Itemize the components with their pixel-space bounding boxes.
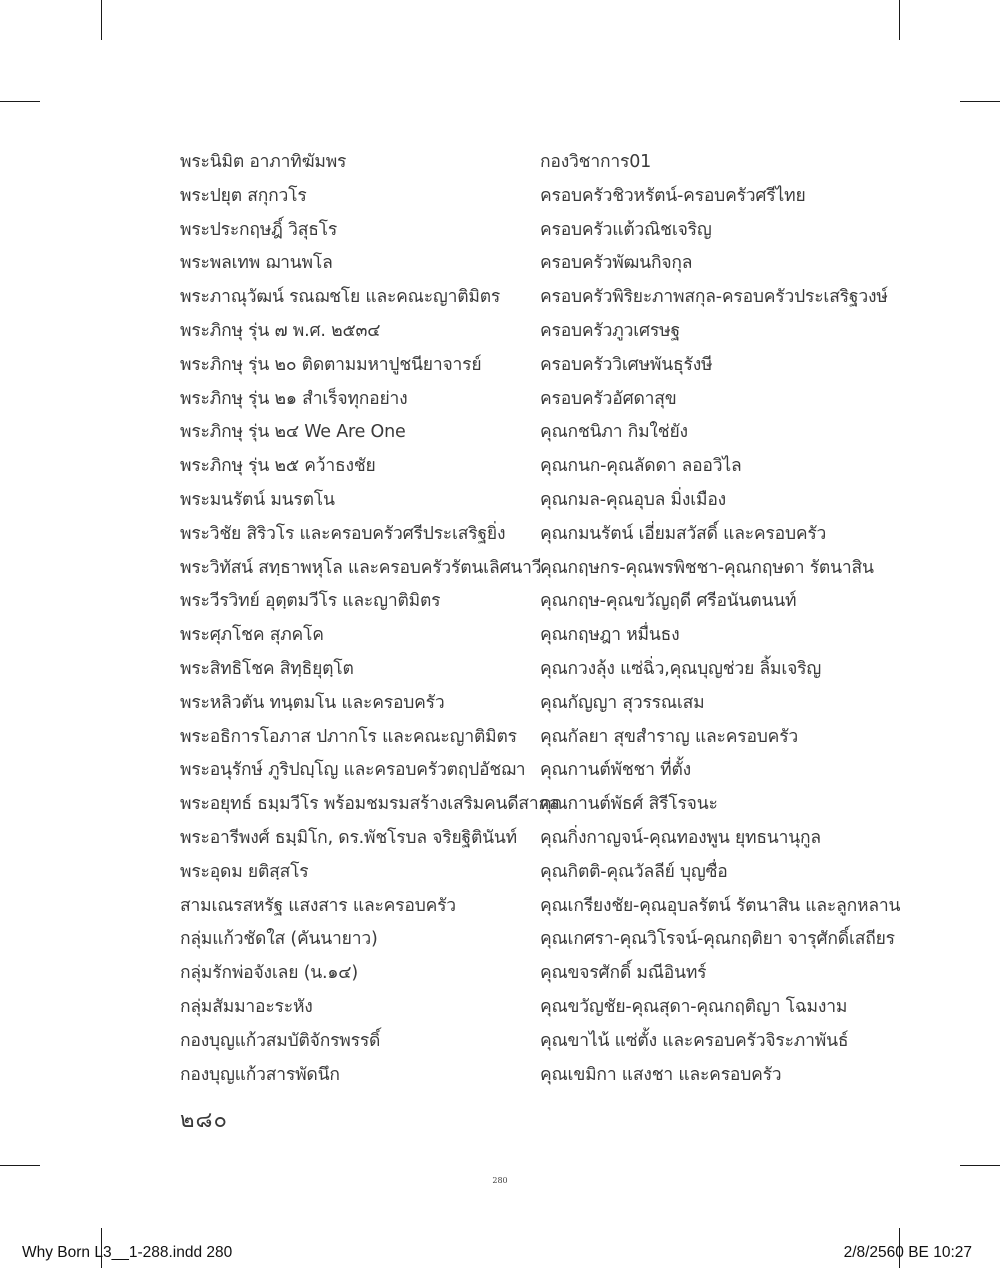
name-entry: พระภิกษุ รุ่น ๒๐ ติดตามมหาปูชนียาจารย์ <box>180 354 482 375</box>
name-entry: คุณกิ่งกาญจน์-คุณทองพูน ยุทธนานุกูล <box>540 827 821 848</box>
name-entry: คุณกัลยา สุขสำราญ และครอบครัว <box>540 726 799 747</box>
name-entry: ครอบครัววิเศษพันธุรังษี <box>540 354 713 375</box>
name-entry: พระศุภโชค สุภคโค <box>180 625 324 646</box>
name-entry: พระวิชัย สิริวโร และครอบครัวศรีประเสริฐยิ่ง <box>180 523 506 544</box>
name-entry: คุณกนก-คุณลัดดา ลออวิไล <box>540 456 742 477</box>
name-entry: พระอารีพงศ์ ธมฺมิโก, ดร.พัชโรบล จริยฐิตินันท์ <box>180 827 518 848</box>
name-entry: กองบุญแก้วสมบัติจักรพรรดิ์ <box>180 1030 381 1051</box>
print-slug-filename: Why Born L3__1-288.indd 280 <box>22 1244 233 1261</box>
name-entry: พระวิทัสน์ สทฺธาพหุโล และครอบครัวรัตนเลิศนาวี <box>180 557 542 578</box>
name-entry: พระอยุทธ์ ธมฺมวีโร พร้อมชมรมสร้างเสริมคนดีสากล <box>180 794 560 815</box>
name-entry: คุณเกศรา-คุณวิโรจน์-คุณกฤติยา จารุศักดิ์เสถียร <box>540 929 895 950</box>
name-entry: คุณกานต์พัชชา ที่ตั้ง <box>540 760 692 781</box>
name-entry: พระอนุรักษ์ ภูริปญฺโญ และครอบครัวตฤปอัชฌา <box>180 760 526 781</box>
name-entry: คุณกฤษกร-คุณพรพิชชา-คุณกฤษดา รัตนาสิน <box>540 557 874 578</box>
name-entry: พระภิกษุ รุ่น ๒๕ คว้าธงชัย <box>180 456 376 477</box>
name-entry: กลุ่มรักพ่อจังเลย (น.๑๔) <box>180 963 358 984</box>
crop-mark-bottom-left-horizontal <box>0 1165 40 1166</box>
name-entry: ครอบครัวอัศดาสุข <box>540 388 677 409</box>
name-entry: พระสิทธิโชค สิทฺธิยุตฺโต <box>180 658 354 679</box>
name-entry: พระหลิวตัน ทนฺตมโน และครอบครัว <box>180 692 445 713</box>
name-entry: กองบุญแก้วสารพัดนึก <box>180 1064 340 1085</box>
crop-mark-top-left-vertical <box>101 0 102 40</box>
name-entry: คุณขวัญชัย-คุณสุดา-คุณกฤติญา โฉมงาม <box>540 996 848 1017</box>
name-entry: สามเณรสหรัฐ แสงสาร และครอบครัว <box>180 895 456 916</box>
name-entry: พระปยุต สกุกวโร <box>180 185 307 206</box>
small-page-number: 280 <box>492 1176 508 1185</box>
page-number: ๒๘๐ <box>180 1108 228 1133</box>
name-entry: คุณกฤษ-คุณขวัญฤดี ศรีอนันตนนท์ <box>540 591 797 612</box>
name-entry: คุณกิตติ-คุณวัลลีย์ บุญซื่อ <box>540 861 728 882</box>
name-entry: ครอบครัวภูวเศรษฐ <box>540 320 680 341</box>
name-entry: กองวิชาการ01 <box>540 152 652 172</box>
crop-mark-top-left-horizontal <box>0 101 40 102</box>
name-entry: คุณกวงลุ้ง แซ่ฉิ่ว,คุณบุญช่วย ลิ้มเจริญ <box>540 658 822 679</box>
name-entry: กลุ่มสัมมาอะระหัง <box>180 996 313 1017</box>
name-entry: ครอบครัวชิวหรัตน์-ครอบครัวศรีไทย <box>540 185 806 206</box>
name-entry: คุณกชนิภา กิมใช่ยัง <box>540 422 688 443</box>
name-entry: คุณกัญญา สุวรรณเสม <box>540 692 705 713</box>
name-entry: พระอุดม ยติสฺสโร <box>180 861 309 882</box>
name-entry: พระภิกษุ รุ่น ๗ พ.ศ. ๒๕๓๔ <box>180 320 381 341</box>
name-entry: พระภาณุวัฒน์ รณฌชโย และคณะญาติมิตร <box>180 287 501 308</box>
name-entry: คุณเขมิกา แสงชา และครอบครัว <box>540 1064 782 1085</box>
name-entry: พระภิกษุ รุ่น ๒๔ We Are One <box>180 422 406 443</box>
name-entry: คุณกานต์พัธศ์ สิรีโรจนะ <box>540 794 718 815</box>
name-entry: พระนิมิต อาภาทิฆัมพร <box>180 152 347 172</box>
print-slug-datetime: 2/8/2560 BE 10:27 <box>843 1244 972 1261</box>
name-entry: ครอบครัวแต้วณิชเจริญ <box>540 219 712 240</box>
name-entry: กลุ่มแก้วชัดใส (คันนายาว) <box>180 929 378 950</box>
crop-mark-top-right-vertical <box>899 0 900 40</box>
name-entry: คุณขจรศักดิ์ มณีอินทร์ <box>540 963 707 984</box>
name-entry: คุณกมล-คุณอุบล มิ่งเมือง <box>540 489 727 510</box>
name-entry: ครอบครัวพัฒนกิจกุล <box>540 253 693 274</box>
name-entry: ครอบครัวพิริยะภาพสกุล-ครอบครัวประเสริฐวงษ์ <box>540 287 888 308</box>
name-entry: พระวีรวิทย์ อุตฺตมวีโร และญาติมิตร <box>180 591 441 612</box>
name-entry: คุณเกรียงชัย-คุณอุบลรัตน์ รัตนาสิน และลูกหลาน <box>540 895 901 916</box>
name-entry: คุณขาไน้ แซ่ตั้ง และครอบครัวจิระภาพันธ์ <box>540 1030 849 1051</box>
crop-mark-bottom-right-horizontal <box>960 1165 1000 1166</box>
name-entry: พระอธิการโอภาส ปภากโร และคณะญาติมิตร <box>180 726 517 747</box>
name-entry: พระมนรัตน์ มนรตโน <box>180 489 335 510</box>
name-entry: คุณกฤษฎา หมื่นธง <box>540 625 680 646</box>
name-entry: พระพลเทพ ฌานพโล <box>180 253 333 274</box>
right-name-column <box>540 146 960 1092</box>
left-name-column <box>180 146 560 1092</box>
name-entry: คุณกมนรัตน์ เอี่ยมสวัสดิ์ และครอบครัว <box>540 523 827 544</box>
name-entry: พระภิกษุ รุ่น ๒๑ สำเร็จทุกอย่าง <box>180 388 408 409</box>
name-entry: พระประกฤษฎิ์ วิสุธโร <box>180 219 338 240</box>
crop-mark-top-right-horizontal <box>960 101 1000 102</box>
